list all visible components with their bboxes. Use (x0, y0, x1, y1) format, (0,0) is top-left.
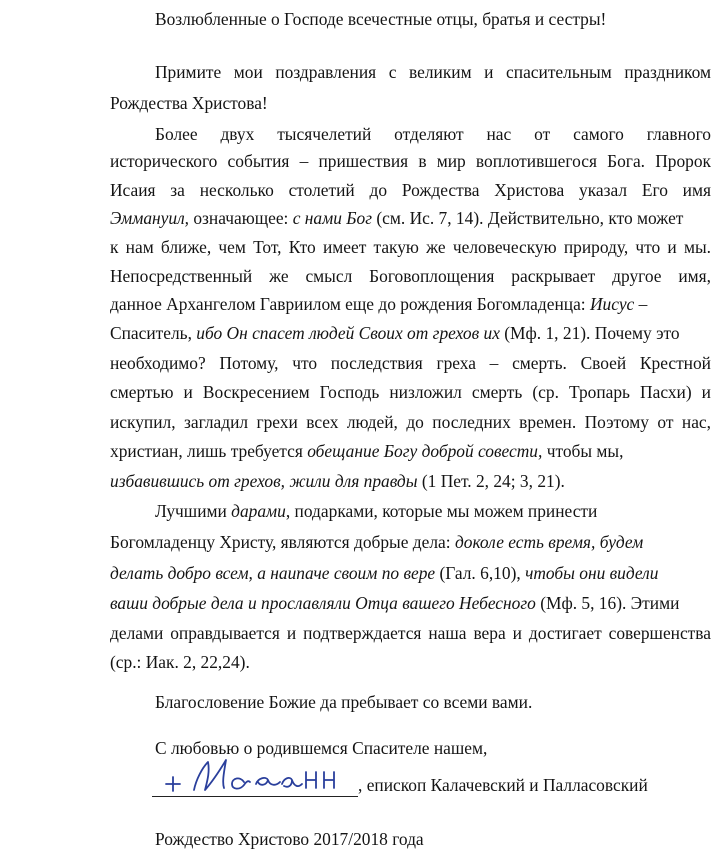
greeting: Возлюбленные о Господе всечестные отцы, братья и сестры! (155, 9, 607, 29)
paragraph-2-line-2: исторического события – пришествия в мир воплотившегося Бога. Пророк (110, 151, 711, 171)
paragraph-2-line-8 (110, 322, 680, 344)
paragraph-2-line-4 (110, 207, 683, 229)
text-segment: – (634, 294, 648, 314)
text-segment: (Гал. 6,10), (435, 563, 526, 583)
paragraph-2-line-5: к нам ближе, чем Тот, Кто имеет такую же человеческую природу, что и мы. (110, 237, 711, 257)
closing: С любовью о родившемся Спасителе нашем, (155, 738, 488, 758)
paragraph-2-line-3: Исаия за несколько столетий до Рождества Христова указал Его имя (110, 180, 711, 200)
italic-quote: ваши добрые дела и прославляли Отца вашего Небесного (110, 593, 536, 613)
paragraph-2-line-7 (110, 293, 647, 315)
text-segment: данное Архангелом Гавриилом еще до рождения Богомладенца: (110, 294, 590, 314)
italic-quote: ибо Он спасет людей Своих от грехов их (196, 323, 500, 343)
italic-quote: чтобы они видели (525, 563, 659, 583)
text-segment: Лучшими (155, 501, 232, 521)
paragraph-3-line-5: делами оправдывается и подтверждается наша вера и достигает совершенства (110, 623, 711, 643)
paragraph-3-line-6: (ср.: Иак. 2, 22,24). (110, 652, 250, 672)
blessing: Благословение Божие да пребывает со всеми вами. (155, 692, 533, 712)
text-segment: Спаситель, (110, 323, 197, 343)
signature-line (152, 796, 358, 797)
text-segment: чтобы мы, (542, 441, 624, 461)
text-segment: (1 Пет. 2, 24; 3, 21). (417, 471, 565, 491)
paragraph-2-line-1: Более двух тысячелетий отделяют нас от самого главного (155, 124, 711, 144)
italic-name-emmanuel: Эммануил, (110, 208, 190, 228)
paragraph-3-line-2 (110, 531, 643, 553)
italic-quote: избавившись от грехов, жили для правды (110, 471, 418, 491)
text-segment: христиан, лишь требуется (110, 441, 308, 461)
paragraph-1-line-2: Рождества Христова! (110, 93, 268, 113)
italic-quote: делать добро всем, а наипаче своим по вере (110, 563, 436, 583)
italic-word: дарами (231, 501, 286, 521)
paragraph-1-line-1: Примите мои поздравления с великим и спасительным праздником (155, 62, 711, 82)
italic-quote: доколе есть время, будем (454, 532, 644, 552)
paragraph-2-line-13 (110, 470, 565, 492)
text-segment: (Мф. 1, 21). Почему это (499, 323, 680, 343)
italic-name-jesus: Иисус (589, 294, 635, 314)
paragraph-3-line-4 (110, 592, 679, 614)
signer-title: , епископ Калачевский и Палласовский (358, 775, 648, 795)
text-segment: означающее: (189, 208, 293, 228)
paragraph-2-line-6: Непосредственный же смысл Боговоплощения раскрывает другое имя, (110, 266, 711, 286)
paragraph-3-line-1 (155, 500, 597, 522)
paragraph-2-line-9: необходимо? Потому, что последствия греха – смерть. Своей Крестной (110, 353, 711, 373)
paragraph-2-line-11: искупил, загладил грехи всех людей, до последних времен. Поэтому от нас, (110, 412, 711, 432)
handwritten-signature (160, 752, 360, 798)
italic-quote: с нами Бог (292, 208, 373, 228)
date-line: Рождество Христово 2017/2018 года (155, 829, 424, 849)
italic-quote: обещание Богу доброй совести, (307, 441, 543, 461)
text-segment: (Мф. 5, 16). Этими (535, 593, 680, 613)
text-segment: , подарками, которые мы можем принести (285, 501, 598, 521)
paragraph-3-line-3 (110, 562, 658, 584)
text-segment: (см. Ис. 7, 14). Действительно, кто может (372, 208, 684, 228)
paragraph-2-line-12 (110, 440, 623, 462)
paragraph-2-line-10: смертью и Воскресением Господь низложил смерть (ср. Тропарь Пасхи) и (110, 382, 711, 402)
text-segment: Богомладенцу Христу, являются добрые дела: (110, 532, 455, 552)
